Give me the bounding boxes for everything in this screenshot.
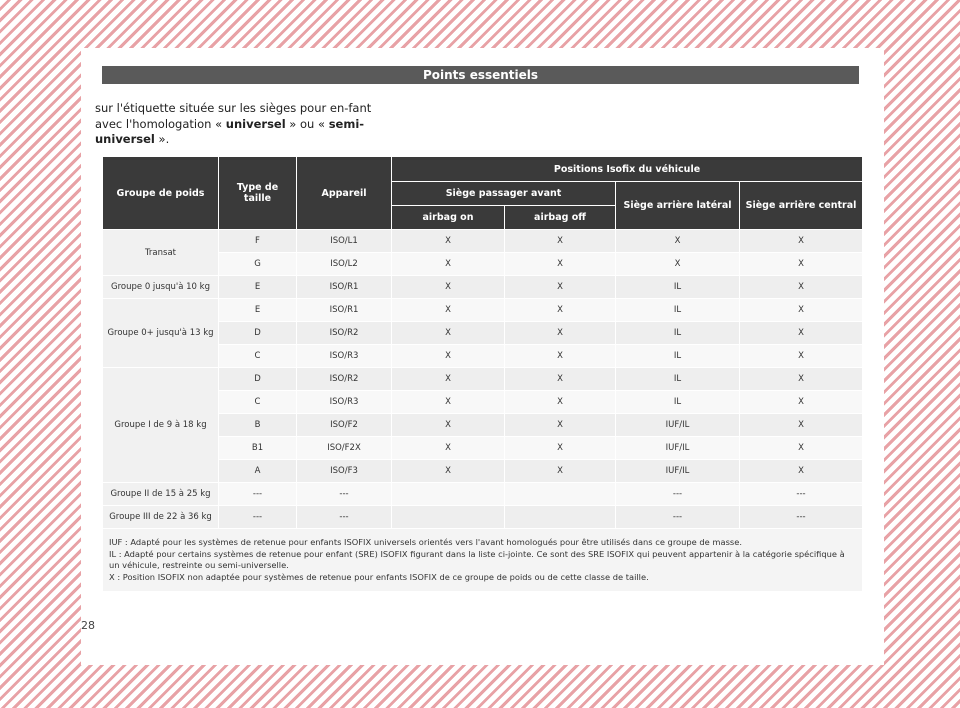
intro-text-after: ». [154,132,170,146]
rear-side-cell: IUF/IL [616,437,739,459]
airbag-off-cell: X [505,345,615,367]
device-cell: ISO/F2 [297,414,391,436]
header-weight-group: Groupe de poids [103,157,218,229]
header-airbag-off: airbag off [505,206,615,229]
device-cell: --- [297,483,391,505]
header-rear-center: Siège arrière central [740,182,862,229]
weight-group-cell: Groupe III de 22 à 36 kg [103,506,218,528]
size-cell: D [219,322,296,344]
rear-side-cell: --- [616,506,739,528]
intro-bold-semi-universal: semi-universel [95,116,365,146]
section-header: Points essentiels [102,66,859,84]
rear-center-cell: X [740,368,862,390]
rear-side-cell: --- [616,483,739,505]
rear-center-cell: --- [740,483,862,505]
airbag-off-cell: X [505,368,615,390]
device-cell: ISO/R2 [297,368,391,390]
intro-paragraph [95,101,395,148]
airbag-off-cell [505,483,615,505]
airbag-on-cell: X [392,460,504,482]
rear-side-cell: IL [616,299,739,321]
airbag-on-cell: X [392,391,504,413]
legend-note: IUF : Adapté pour les systèmes de retenue pour enfants ISOFIX universels orientés vers l'avant homologués pour être utilisés dans ce groupe de masse. [109,537,742,547]
legend-note: IL : Adapté pour certains systèmes de retenue pour enfant (SRE) ISOFIX figurant dans la liste ci-jointe. Ce sont des SRE ISOFIX qui peuvent appartenir à la catégorie spécifique à un véhicule, restreinte ou semi-universelle. [109,548,845,570]
rear-center-cell: X [740,276,862,298]
size-cell: E [219,276,296,298]
size-cell: B1 [219,437,296,459]
legend-notes [103,529,862,591]
device-cell: ISO/L2 [297,253,391,275]
airbag-on-cell [392,483,504,505]
size-cell: A [219,460,296,482]
device-cell: ISO/R3 [297,391,391,413]
rear-center-cell: X [740,437,862,459]
rear-side-cell: IL [616,391,739,413]
table-body [103,230,862,591]
airbag-off-cell: X [505,460,615,482]
airbag-on-cell: X [392,414,504,436]
airbag-off-cell: X [505,437,615,459]
header-rear-side: Siège arrière latéral [616,182,739,229]
table-row [103,368,862,390]
airbag-off-cell: X [505,276,615,298]
device-cell: ISO/F2X [297,437,391,459]
device-cell: ISO/R2 [297,322,391,344]
device-cell: --- [297,506,391,528]
airbag-on-cell: X [392,299,504,321]
header-device: Appareil [297,157,391,229]
rear-side-cell: X [616,253,739,275]
rear-center-cell: X [740,253,862,275]
rear-center-cell: X [740,230,862,252]
intro-bold-universal: universel [225,116,286,131]
airbag-on-cell: X [392,437,504,459]
device-cell: ISO/L1 [297,230,391,252]
size-cell: G [219,253,296,275]
airbag-off-cell [505,506,615,528]
rear-side-cell: IL [616,345,739,367]
device-cell: ISO/F3 [297,460,391,482]
notes-row [103,529,862,591]
rear-center-cell: X [740,322,862,344]
isofix-table [102,156,863,592]
device-cell: ISO/R1 [297,299,391,321]
rear-center-cell: X [740,391,862,413]
rear-side-cell: IL [616,368,739,390]
device-cell: ISO/R3 [297,345,391,367]
rear-center-cell: X [740,299,862,321]
device-cell: ISO/R1 [297,276,391,298]
rear-side-cell: X [616,230,739,252]
header-airbag-on: airbag on [392,206,504,229]
rear-center-cell: X [740,460,862,482]
size-cell: --- [219,506,296,528]
rear-side-cell: IUF/IL [616,460,739,482]
weight-group-cell: Groupe I de 9 à 18 kg [103,368,218,482]
weight-group-cell: Transat [103,230,218,275]
rear-center-cell: X [740,414,862,436]
rear-center-cell: --- [740,506,862,528]
airbag-on-cell: X [392,322,504,344]
manual-page [81,48,884,665]
size-cell: F [219,230,296,252]
table-row [103,483,862,505]
intro-text-before: sur l'étiquette située sur les sièges pour en-fant avec l'homologation « [95,101,372,131]
legend-note: X : Position ISOFIX non adaptée pour systèmes de retenue pour enfants ISOFIX de ce groupe de poids ou de cette classe de taille. [109,571,649,582]
size-cell: C [219,391,296,413]
table-row [103,299,862,321]
header-front-passenger: Siège passager avant [392,182,615,205]
weight-group-cell: Groupe 0 jusqu'à 10 kg [103,276,218,298]
size-cell: E [219,299,296,321]
table-row [103,506,862,528]
header-size-class: Type de taille [219,157,296,229]
rear-side-cell: IL [616,276,739,298]
size-cell: D [219,368,296,390]
weight-group-cell: Groupe 0+ jusqu'à 13 kg [103,299,218,367]
airbag-off-cell: X [505,322,615,344]
rear-side-cell: IL [616,322,739,344]
airbag-off-cell: X [505,230,615,252]
intro-text-middle: » ou « [285,116,329,131]
weight-group-cell: Groupe II de 15 à 25 kg [103,483,218,505]
page-number: 28 [81,619,95,632]
rear-center-cell: X [740,345,862,367]
table-row [103,276,862,298]
airbag-on-cell: X [392,276,504,298]
airbag-off-cell: X [505,253,615,275]
airbag-on-cell: X [392,230,504,252]
airbag-on-cell [392,506,504,528]
rear-side-cell: IUF/IL [616,414,739,436]
airbag-off-cell: X [505,299,615,321]
size-cell: B [219,414,296,436]
table-row [103,230,862,252]
airbag-on-cell: X [392,253,504,275]
airbag-on-cell: X [392,368,504,390]
size-cell: C [219,345,296,367]
size-cell: --- [219,483,296,505]
header-positions: Positions Isofix du véhicule [392,157,862,181]
airbag-on-cell: X [392,345,504,367]
airbag-off-cell: X [505,391,615,413]
airbag-off-cell: X [505,414,615,436]
